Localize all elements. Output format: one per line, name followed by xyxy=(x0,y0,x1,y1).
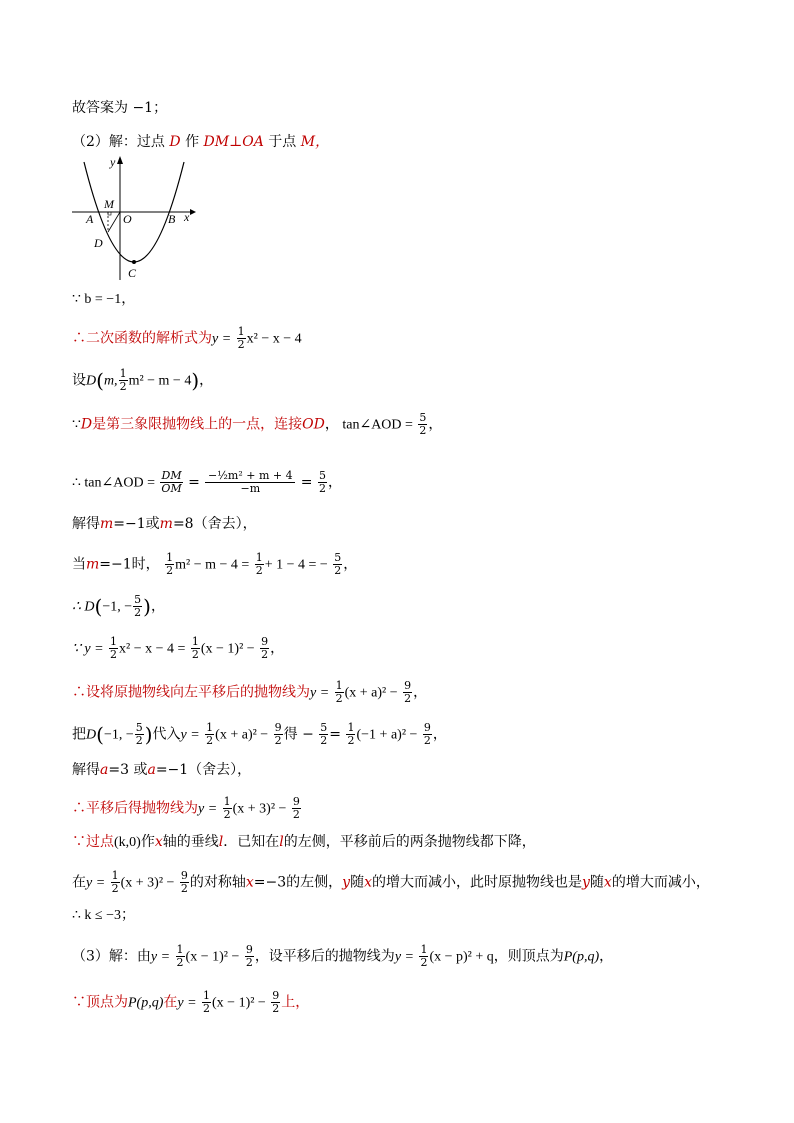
text: m² − m − 4 = xyxy=(175,557,250,573)
text: a xyxy=(147,762,156,778)
text: ， xyxy=(150,598,165,615)
line-b-value xyxy=(72,290,135,310)
text: = xyxy=(188,474,200,491)
text: = xyxy=(300,474,313,491)
text: y xyxy=(582,874,590,891)
text: y = xyxy=(212,331,232,347)
text: ， xyxy=(428,416,443,433)
text: ∵ xyxy=(72,416,81,433)
text: =8（舍去）， xyxy=(172,516,257,532)
line-part2-intro xyxy=(72,132,329,152)
text: OD xyxy=(302,416,325,433)
text: (x − p)² + q xyxy=(429,949,494,965)
line-tan-given xyxy=(72,412,442,437)
text: m xyxy=(100,516,114,532)
fraction: $\frac{1}{2}$ xyxy=(166,551,174,577)
line-vertex-form xyxy=(72,636,284,661)
text: 随 xyxy=(589,874,604,891)
text: ∴平移后得抛物线为 xyxy=(72,800,198,817)
fraction: $\frac{1}{2}$ xyxy=(420,943,428,969)
fraction: $\frac{1}{2}$ xyxy=(335,679,343,705)
text: =−1时， xyxy=(99,556,160,573)
line-when-m xyxy=(72,552,357,577)
text: x xyxy=(364,874,372,891)
text: 上， xyxy=(281,994,310,1011)
text: =−3的左侧， xyxy=(253,874,343,891)
line-k-result xyxy=(72,906,135,926)
text: ∴ tan∠AOD = xyxy=(72,475,155,491)
label-d: D xyxy=(94,236,103,250)
text: x² − x − 4 xyxy=(246,331,302,347)
label-m: M xyxy=(104,197,114,211)
text: =−1（舍去）， xyxy=(155,762,252,778)
text: m² − m − 4 xyxy=(128,373,192,389)
text: 的对称轴 xyxy=(189,874,246,891)
fraction: $\frac{5}{2}$ xyxy=(135,721,143,747)
line-d-coords: ∴ D(−1, − $\frac{5}{2}$ )， xyxy=(72,593,165,619)
text: ∴ k ≤ −3； xyxy=(72,908,135,923)
text: −1, − xyxy=(103,727,134,743)
text: (x + a)² − xyxy=(344,685,398,701)
line-vertex-on-curve xyxy=(72,990,309,1015)
line-part3-intro xyxy=(72,944,613,969)
x-axis-arrow xyxy=(190,209,196,215)
line-axis-left xyxy=(72,870,710,895)
fraction: $\frac{9}{2}$ xyxy=(180,869,188,895)
label-c: C xyxy=(128,266,137,280)
text: m xyxy=(86,556,100,573)
text: 解得 xyxy=(72,516,100,532)
text: ∵ b = −1， xyxy=(72,292,136,307)
text: DM⊥OA xyxy=(203,134,264,150)
label-b: B xyxy=(168,212,176,226)
parabola-figure xyxy=(72,152,202,282)
text: (−1 + a)² − xyxy=(356,727,418,743)
fraction: $\frac{5}{2}$ xyxy=(320,721,328,747)
fraction: $\frac{5}{2}$ xyxy=(419,411,427,437)
text: ∵ y = xyxy=(72,641,104,657)
fraction: $\frac{9}{2}$ xyxy=(261,635,269,661)
text: y xyxy=(342,874,351,891)
text: (k,0) xyxy=(114,835,141,850)
text: ∴二次函数的解析式为 xyxy=(72,330,212,347)
text: (x + 3)² − xyxy=(232,801,287,817)
text: ∵顶点为 xyxy=(72,994,128,1011)
text: y = xyxy=(177,995,197,1011)
text: （2）解：过点 xyxy=(72,134,165,150)
text: ，设平移后的抛物线为 xyxy=(254,948,395,965)
fraction: $\frac{9}{2}$ xyxy=(423,721,431,747)
fraction: $\frac{1}{2}$ xyxy=(203,989,211,1015)
text: l xyxy=(279,834,284,850)
text: 的增大而减小， xyxy=(611,874,710,891)
fraction: $\frac{DM}{OM}$ xyxy=(161,469,182,495)
text: ， xyxy=(327,474,342,491)
line-function xyxy=(72,326,302,351)
text: P(p,q) xyxy=(563,949,600,965)
text: 的左侧，平移前后的两条抛物线都下降， xyxy=(283,834,536,850)
text: x xyxy=(154,834,163,850)
fraction: $\frac{9}{2}$ xyxy=(404,679,412,705)
fraction: $\frac{\text{−½m² + m + 4}}{-m}$ xyxy=(205,470,295,495)
text: ， tan∠AOD = xyxy=(324,417,413,433)
text: y = xyxy=(198,801,218,817)
text: 故答案为 −1； xyxy=(72,100,168,116)
text: P(p,q) xyxy=(128,995,164,1011)
text: ， xyxy=(599,948,614,965)
text: D xyxy=(169,134,181,150)
label-o: O xyxy=(123,212,132,226)
text: 于点 xyxy=(268,134,297,150)
text: ， xyxy=(432,726,447,743)
text: m xyxy=(159,516,173,532)
fraction: $\frac{1}{2}$ xyxy=(176,943,184,969)
fraction: $\frac{1}{2}$ xyxy=(111,869,119,895)
text: 的增大而减小，此时原抛物线也是 xyxy=(372,874,582,891)
text: (x − 1)² − xyxy=(200,641,255,657)
text: (x + a)² − xyxy=(215,727,269,743)
text: =3 或 xyxy=(108,762,148,778)
text: y = xyxy=(310,685,330,701)
line-perpendicular xyxy=(72,832,536,853)
fraction: $\frac{5}{2}$ xyxy=(134,593,142,619)
fraction: $\frac{5}{2}$ xyxy=(318,469,326,495)
text: ， xyxy=(270,640,285,657)
text: x² − x − 4 = xyxy=(119,641,186,657)
text: y = xyxy=(394,949,414,965)
text: 作 xyxy=(140,834,155,850)
line-set-d: 设D(m, $\frac{1}{2}$ m² − m − 4)， xyxy=(72,367,214,393)
text: ， xyxy=(199,372,214,389)
line-substitute: 把D(−1, − $\frac{5}{2}$ )代入y = $\frac{1}{2}$ (x + a)² − $\frac{9}{2}$ 得 − $\frac{5}{2}$ = $\frac{1}{2}$ (−1 + a)² − $\frac{9}{2}$ ， xyxy=(72,721,447,747)
label-x: x xyxy=(184,210,190,224)
text: ∵过点 xyxy=(72,834,114,850)
text: D xyxy=(86,727,97,743)
text: 代入 xyxy=(152,726,181,743)
text: =−1或 xyxy=(113,516,160,532)
text: x xyxy=(245,874,254,891)
text: (x + 3)² − xyxy=(120,875,175,891)
fraction: $\frac{5}{2}$ xyxy=(334,551,342,577)
fraction: $\frac{9}{2}$ xyxy=(272,989,280,1015)
line-tan-equation xyxy=(72,470,342,495)
text: 把 xyxy=(72,726,86,743)
fraction: $\frac{1}{2}$ xyxy=(206,721,214,747)
text: D xyxy=(86,373,97,389)
text: l xyxy=(218,834,224,850)
fraction: $\frac{1}{2}$ xyxy=(110,635,118,661)
text: M， xyxy=(300,134,330,150)
label-a: A xyxy=(86,212,94,226)
point-c xyxy=(132,260,136,264)
fraction: $\frac{9}{2}$ xyxy=(274,721,282,747)
text: y = xyxy=(86,875,106,891)
text: 在 xyxy=(72,874,86,891)
text: 轴的垂线 xyxy=(162,834,219,850)
fraction: $\frac{1}{2}$ xyxy=(255,551,263,577)
text: 得 − xyxy=(283,726,314,743)
text: 解得 xyxy=(72,762,100,778)
text: −1, − xyxy=(102,599,133,615)
text: 随 xyxy=(350,874,365,891)
text: ．已知在 xyxy=(223,834,280,850)
text: 是第三象限抛物线上的一点，连接 xyxy=(92,416,303,433)
fraction: $\frac{1}{2}$ xyxy=(119,367,127,393)
line-solve-m xyxy=(72,514,257,534)
text: ∴ D xyxy=(72,599,95,615)
fraction: $\frac{1}{2}$ xyxy=(237,325,245,351)
text: 作 xyxy=(185,134,200,150)
text: a xyxy=(100,762,109,778)
y-axis-arrow xyxy=(117,156,123,164)
line-solve-a xyxy=(72,760,251,780)
text: （3）解：由 xyxy=(72,948,151,965)
text: ，则顶点为 xyxy=(493,948,564,965)
fraction: $\frac{1}{2}$ xyxy=(191,635,199,661)
text: ∴设将原抛物线向左平移后的抛物线为 xyxy=(72,684,310,701)
label-y: y xyxy=(110,155,116,169)
line-shift-left xyxy=(72,680,427,705)
text: ， xyxy=(343,556,358,573)
fraction: $\frac{1}{2}$ xyxy=(223,795,231,821)
text: y = xyxy=(180,727,200,743)
text: = xyxy=(329,726,342,743)
text: D xyxy=(80,416,93,433)
text: ， xyxy=(413,684,428,701)
text: (x − 1)² − xyxy=(185,949,240,965)
text: + 1 − 4 = − xyxy=(264,557,328,573)
text: y = xyxy=(150,949,171,965)
fraction: $\frac{9}{2}$ xyxy=(292,795,300,821)
text: x xyxy=(603,874,612,891)
text: 在 xyxy=(163,994,178,1011)
fraction: $\frac{9}{2}$ xyxy=(245,943,253,969)
line-answer xyxy=(72,98,167,118)
fraction: $\frac{1}{2}$ xyxy=(347,721,355,747)
text: 设 xyxy=(72,372,86,389)
text: 当 xyxy=(72,556,86,573)
text: (x − 1)² − xyxy=(212,995,266,1011)
text: m, xyxy=(103,373,118,389)
line-shifted-parabola xyxy=(72,796,302,821)
